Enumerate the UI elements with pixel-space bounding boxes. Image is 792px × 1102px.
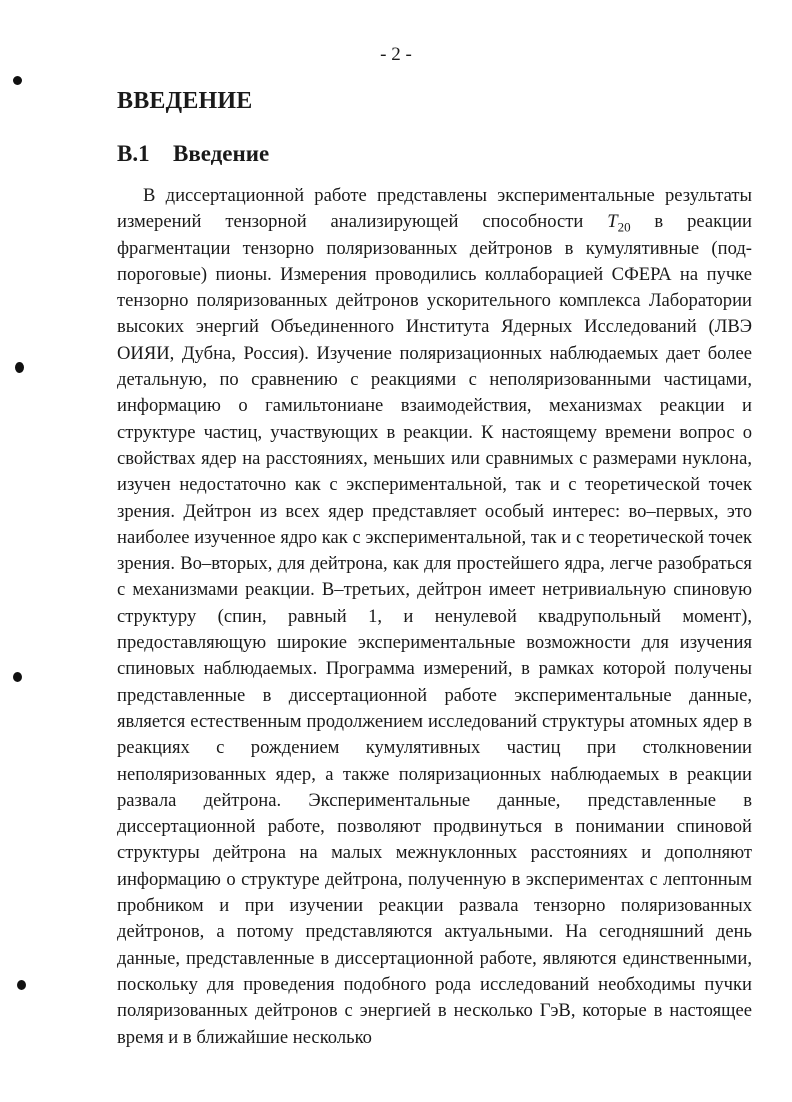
scan-hole-mark xyxy=(15,362,24,373)
body-paragraph xyxy=(117,183,752,1051)
math-subscript: 20 xyxy=(617,220,631,236)
math-variable: T xyxy=(607,211,618,233)
scan-hole-mark xyxy=(13,672,22,682)
paragraph-text-after: в реакции фрагментации тензорно поляризованных дейтронов в кумулятивные (подпороговые) пионы. Измерения проводились коллаборацией СФЕРА на пучке тензорно поляризованных дейтронов ускорительного комплекса Лаборатории высоких энергий Объединенного Института Ядерных Исследований (ЛВЭ ОИЯИ, Дубна, Россия). Изучение поляризационных наблюдаемых дает более детальную, по сравнению с реакциями с неполяризованными частицами, информацию о гамильтониане взаимодействия, механизмах реакции и структуре частиц, участвующих в реакции. К настоящему времени вопрос о свойствах ядер на расстояниях, меньших или сравнимых с размерами нуклона, изучен недостаточно как с экспериментальной, так и с теоретической точек зрения. Дейтрон из всех ядер представляет особый интерес: во–первых, это наиболее изученное ядро как с экспериментальной, так и с теоретической точек зрения. Во–вторых, для дейтрона, как для простейшего ядра, легче разобраться с механизмами реакции. В–третьих, дейтрон имеет нетривиальную спиновую структуру (спин, равный 1, и ненулевой квадрупольный момент), предоставляющую широкие экспериментальные возможности для изучения спиновых наблюдаемых. Программа измерений, в рамках которой получены представленные в диссертационной работе экспериментальные данные, является естественным продолжением исследований структуры атомных ядер в реакциях с рождением кумулятивных частиц при столкновении неполяризованных ядер, а также поляризационных наблюдаемых в реакции развала дейтрона. Экспериментальные данные, представленные в диссертационной работе, позволяют продвинуться в понимании спиновой структуры дейтрона на малых межнуклонных расстояниях и дополняют информацию о структуре дейтрона, полученную в экспериментах с лептонным пробником и при изучении реакции развала тензорно поляризованных дейтронов, а потому представляются актуальными. На сегодняшний день данные, представленные в диссертационной работе, являются единственными, поскольку для проведения подобного рода исследований необходимы пучки поляризованных дейтронов с энергией в несколько ГэВ, которые в настоящее время и в ближайшие несколько xyxy=(117,211,752,1048)
chapter-title: ВВЕДЕНИЕ xyxy=(117,88,253,114)
scan-hole-mark xyxy=(17,980,26,990)
section-title: Введение xyxy=(173,141,270,166)
section-number: В.1 xyxy=(117,141,150,166)
scan-hole-mark xyxy=(13,76,22,85)
page-number: - 2 - xyxy=(380,44,412,65)
paragraph-text-before: В диссертационной работе представлены экспериментальные результаты измерений тензорной анализирующей способности xyxy=(117,185,752,233)
section-heading xyxy=(117,141,269,167)
